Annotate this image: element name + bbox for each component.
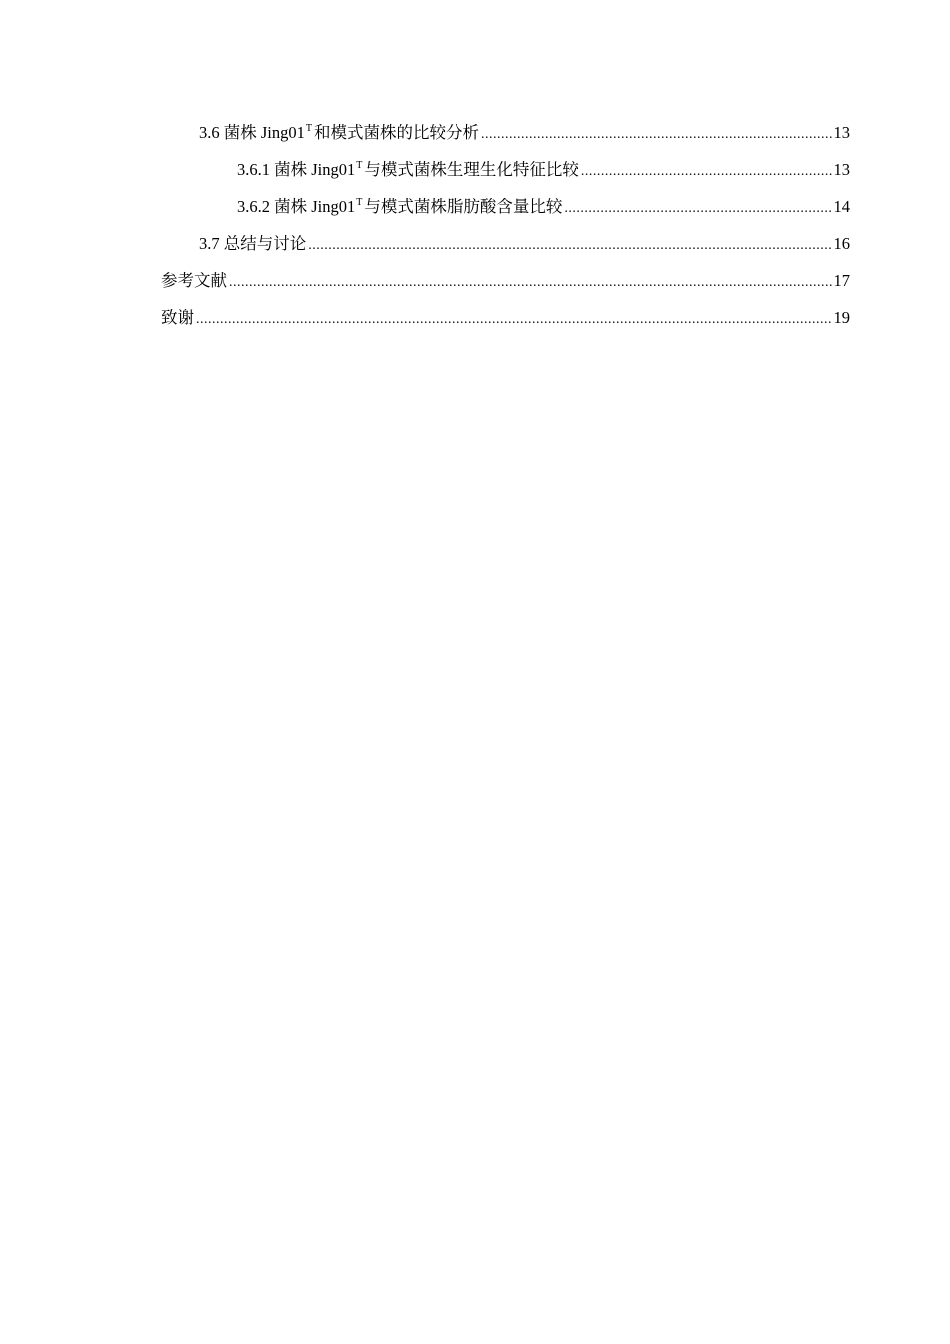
toc-page-number: 16 xyxy=(833,234,850,253)
toc-entry-references[interactable] xyxy=(161,270,850,292)
dot-leader xyxy=(196,309,832,331)
toc-entry-title: 3.6 菌株 $Jing01^T$ 和模式菌株的比较分析 xyxy=(199,122,479,142)
dot-leader xyxy=(308,235,831,257)
dot-leader xyxy=(581,161,832,183)
toc-entry-3-6[interactable] xyxy=(199,122,850,144)
dot-leader xyxy=(564,198,831,220)
toc-entry-3-6-1[interactable] xyxy=(237,159,850,181)
toc-entry-title: 参考文献 xyxy=(161,271,227,290)
toc-page-number: 14 xyxy=(833,197,850,216)
toc-entry-title: 致谢 xyxy=(161,308,194,327)
dot-leader xyxy=(481,124,832,146)
toc-page-number: 17 xyxy=(833,271,850,290)
toc-entry-title: 3.6.1 菌株 $Jing01^T$ 与模式菌株生理生化特征比较 xyxy=(237,159,579,179)
toc-page-number: 19 xyxy=(833,308,850,327)
toc-entry-title: 3.7 总结与讨论 xyxy=(199,234,307,253)
toc-entry-3-7[interactable] xyxy=(199,233,850,255)
toc-page-number: 13 xyxy=(833,160,850,179)
dot-leader xyxy=(229,272,832,294)
toc-entry-acknowledgements[interactable] xyxy=(161,307,850,329)
toc-entry-3-6-2[interactable] xyxy=(237,196,850,218)
toc-page-number: 13 xyxy=(833,123,850,142)
toc-entry-title: 3.6.2 菌株 $Jing01^T$ 与模式菌株脂肪酸含量比较 xyxy=(237,196,563,216)
